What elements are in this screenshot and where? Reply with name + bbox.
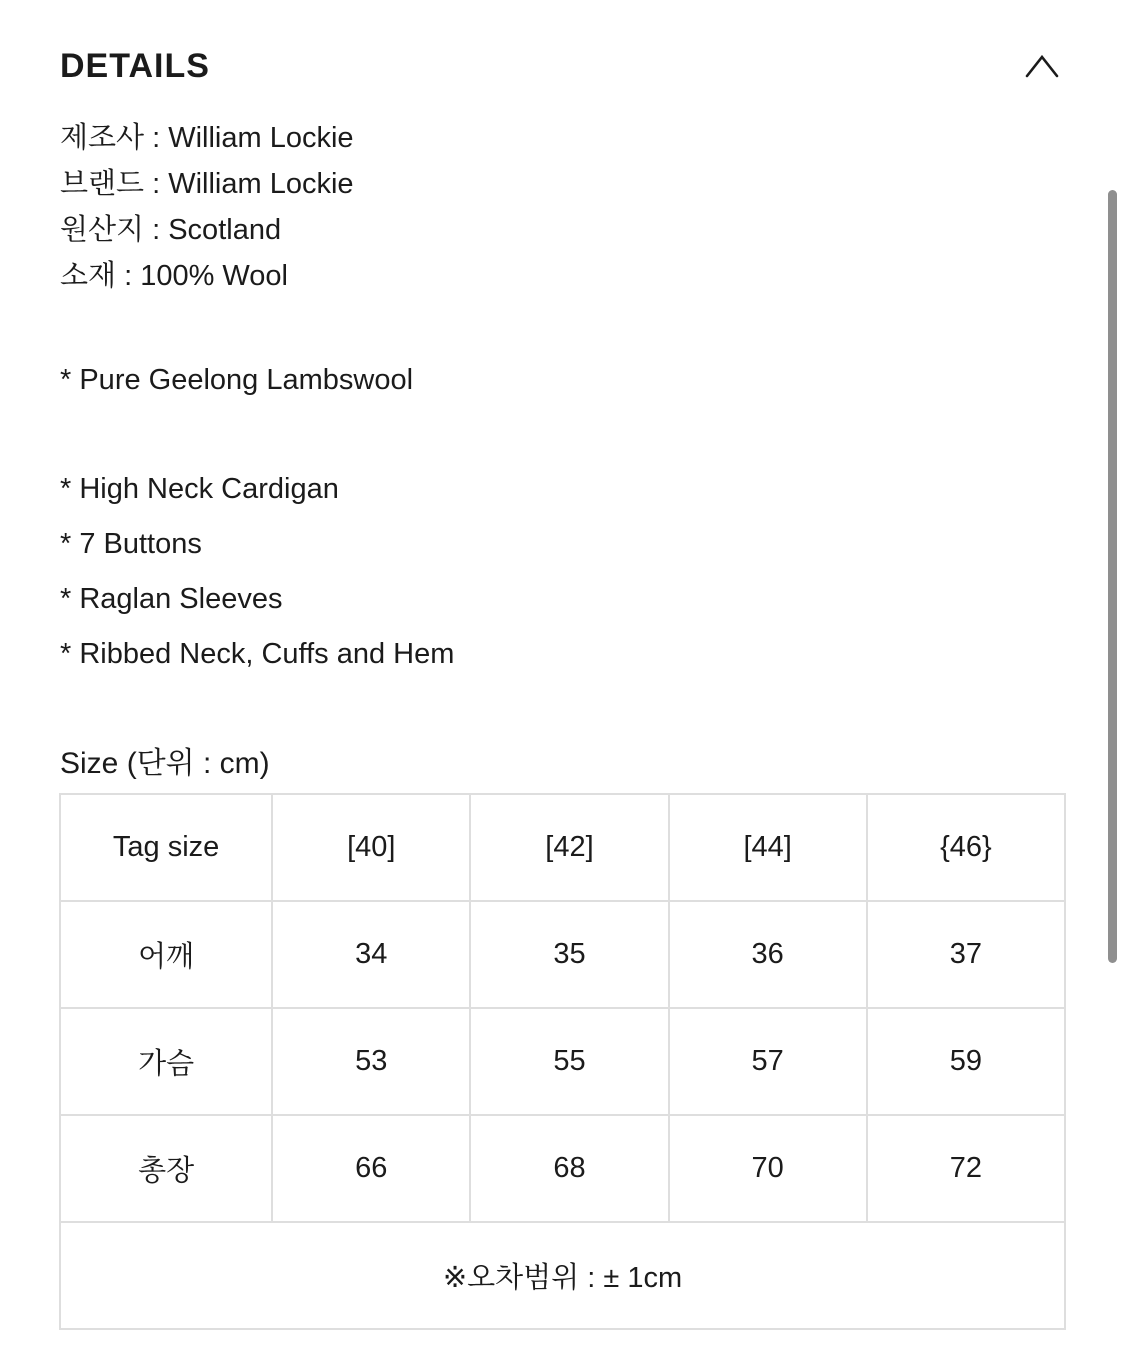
scrollbar-thumb[interactable]	[1108, 190, 1117, 963]
feature-item: * Raglan Sleeves	[60, 583, 283, 615]
size-value-cell: 55	[470, 1008, 668, 1115]
info-separator: :	[144, 168, 169, 200]
feature-item: * Ribbed Neck, Cuffs and Hem	[60, 638, 455, 670]
size-value-cell: 70	[669, 1115, 867, 1222]
size-value-cell: 37	[867, 901, 1065, 1008]
feature-list	[60, 353, 1045, 682]
info-label: 브랜드	[60, 168, 145, 200]
size-table-header-cell: Tag size	[60, 794, 272, 901]
info-separator: :	[116, 260, 141, 292]
size-value-cell: 57	[669, 1008, 867, 1115]
feature-item: * Pure Geelong Lambswool	[60, 364, 414, 396]
info-line-material	[60, 253, 1045, 299]
details-accordion-header[interactable]	[0, 0, 1125, 87]
size-value-cell: 36	[669, 901, 867, 1008]
size-table-header-cell: [40]	[272, 794, 470, 901]
size-value-cell: 72	[867, 1115, 1065, 1222]
size-value-cell: 59	[867, 1008, 1065, 1115]
chevron-up-icon[interactable]	[1025, 55, 1059, 78]
size-table-header-cell: {46}	[867, 794, 1065, 901]
size-table	[59, 793, 1066, 1330]
size-value-cell: 35	[470, 901, 668, 1008]
info-label: 원산지	[60, 214, 145, 246]
info-value: William Lockie	[168, 168, 354, 200]
size-value-cell: 66	[272, 1115, 470, 1222]
info-line-brand	[60, 161, 1045, 207]
info-value: Scotland	[168, 214, 282, 246]
info-separator: :	[144, 214, 169, 246]
feature-item: * 7 Buttons	[60, 528, 202, 560]
table-row-shoulder	[60, 901, 1065, 1008]
panel-title: DETAILS	[60, 47, 210, 85]
info-separator: :	[144, 122, 169, 154]
row-label: 가슴	[60, 1008, 272, 1115]
size-caption: Size (단위 : cm)	[60, 747, 270, 780]
size-footnote: ※오차범위 : ± 1cm	[60, 1222, 1065, 1329]
info-value: 100% Wool	[140, 260, 288, 292]
table-row-length	[60, 1115, 1065, 1222]
size-value-cell: 68	[470, 1115, 668, 1222]
product-info	[60, 115, 1045, 299]
size-section	[0, 744, 1125, 1330]
row-label: 총장	[60, 1115, 272, 1222]
table-footnote-row	[60, 1222, 1065, 1329]
table-row-chest	[60, 1008, 1065, 1115]
info-value: William Lockie	[168, 122, 354, 154]
size-table-header-row	[60, 794, 1065, 901]
size-table-header-cell: [44]	[669, 794, 867, 901]
size-value-cell: 53	[272, 1008, 470, 1115]
feature-item: * High Neck Cardigan	[60, 473, 339, 505]
info-line-origin	[60, 207, 1045, 253]
info-line-manufacturer	[60, 115, 1045, 161]
info-label: 소재	[60, 260, 117, 292]
info-label: 제조사	[60, 122, 145, 154]
row-label: 어깨	[60, 901, 272, 1008]
size-table-header-cell: [42]	[470, 794, 668, 901]
size-value-cell: 34	[272, 901, 470, 1008]
